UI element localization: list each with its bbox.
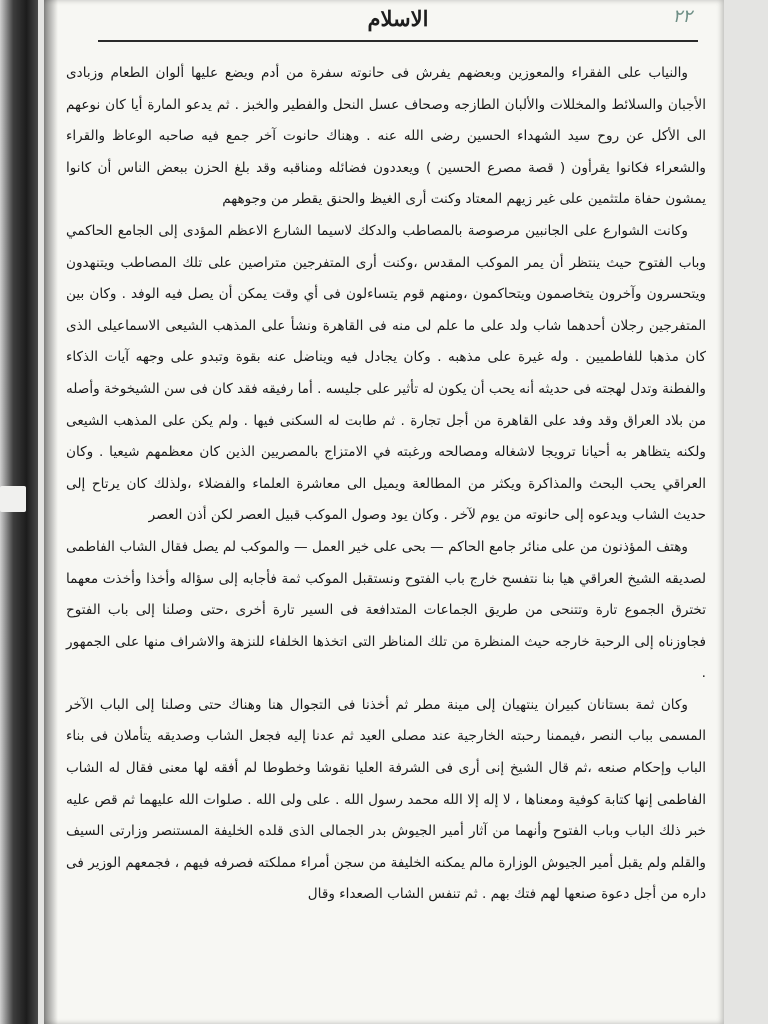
gutter-shadow	[44, 0, 58, 1024]
paragraph: والنياب على الفقراء والمعوزين وبعضهم يفرش فى حانوته سفرة من أدم ويضع عليها ألوان الطعام وزبادى الأجبان والسلائط والمخللات والألبان الطازجه وصحاف عسل النحل والفطير والخبز . ثم يدعو المارة أيا كان نوعهم الى الأكل عن روح سيد الشهداء الحسين رضى الله عنه . وهناك حانوت آخر جمع فيه صاحبه الوعاظ والقراء والشعراء فكانوا يقرأون ( قصة مصرع الحسين ) ويعددون فضائله ومناقبه وقد بلغ الحزن ببعض الناس أن كانوا يمشون حفاة ملتثمين على غير زيهم المعتاد وكنت أرى الغيظ والحنق يقطر من وجوههم	[66, 65, 706, 208]
book-binding-shadow	[0, 0, 38, 1024]
paragraph: وكان ثمة بستانان كبيران ينتهيان إلى مينة مطر ثم أخذنا فى التجوال هنا وهناك حتى وصلنا إلى الباب الآخر المسمى بباب النصر ،فيممنا رحبته الخارجية عند مصلى العيد ثم عدنا إليه فجعل الشاب وصديقه يتأملان فى بناء الباب وإحكام صنعه ،ثم قال الشيخ إنى أرى فى الشرفة العليا نقوشا وخطوطا لم أفقه لها معنى فقال له الشاب الفاطمى إنها كتابة كوفية ومعناها ، لا إله إلا الله محمد رسول الله . على ولى الله . صلوات الله عليهما ثم قص عليه خبر ذلك الباب وباب الفتوح وأنهما من آثار أمير الجيوش بدر الجمالى الذى قلده الخليفة المستنصر وزارتى السيف والقلم ولم يقبل أمير الجيوش الوزارة مالم يمكنه الخليفة من سجن أمراء مملكته فصرفه فيهم ، فجمعهم الوزير فى داره من أجل دعوة صنعها لهم فتك بهم . ثم تنفس الشاب الصعداء وقال	[66, 696, 706, 903]
paragraph: وهتف المؤذنون من على منائر جامع الحاكم — بحى على خير العمل — والموكب لم يصل فقال الشاب الفاطمى لصديقه الشيخ العراقي هيا بنا نتفسح خارج باب الفتوح ونستقبل الموكب ثمة فأجابه إلى سؤاله وأخذا وأخذت معهما تخترق الجموع تارة وتتنحى من طريق الجماعات المتدافعة فى السير تارة أخرى ،حتى وصلنا إلى باب الفتوح فجاوزناه إلى الرحبة خارجه حيث المنظرة من تلك المناظر التى اتخذها الخلفاء للنزهة والاشراف منها على الجمهور .	[66, 538, 706, 682]
page-number: ٢٢	[672, 6, 692, 27]
binding-notch	[0, 486, 26, 512]
page-header	[98, 6, 698, 40]
paragraph: وكانت الشوارع على الجانبين مرصوصة بالمصاطب والدكك لاسيما الشارع الاعظم المؤدى إلى الجامع الحاكمي وباب الفتوح حيث ينتظر أن يمر الموكب المقدس ،وكنت أرى المتفرجين متراصين على تلك المصاطب ويتنهدون ويتحسرون وآخرون يتخاصمون ويتحاكمون ،ومنهم قوم يتساءلون فى أي وقت يمكن أن يصل فيه الوفد . وكان بين المتفرجين رجلان أحدهما شاب ولد على ما علم لى منه فى القاهرة ونشأ على المذهب الشيعى الاسماعيلى الذى كان مذهبا للفاطميين . وله غيرة على مذهبه . وكان يجادل فيه ويناضل عنه بقوة وتبدو على وجهه آيات الذكاء والفطنة وتدل لهجته فى حديثه أنه يحب أن يكون له تأثير على جليسه . أما رفيقه فقد كان فى سن الشيخوخة وأصله من بلاد العراق وقد وفد على القاهرة من أجل تجارة . ثم طابت له السكنى فيها . ولم يكن على المذهب الشيعى ولكنه يتظاهر به أحيانا ترويجا لاشغاله ومصالحه ورغبته في الامتزاج بالمصريين الذين كان معظمهم شيعيا . وكان العراقي يحب البحث والمذاكرة ويكثر من المطالعة ويميل الى معاشرة العلماء والفضلاء ،ولذلك كان يرتاح إلى حديث الشاب ويدعوه إلى حانوته من يوم لآخر . وكان يود وصول الموكب قبيل العصر لكن أذن العصر	[66, 222, 706, 524]
header-rule	[98, 40, 698, 42]
body-text	[66, 58, 706, 911]
running-title: الاسلام	[367, 6, 429, 31]
